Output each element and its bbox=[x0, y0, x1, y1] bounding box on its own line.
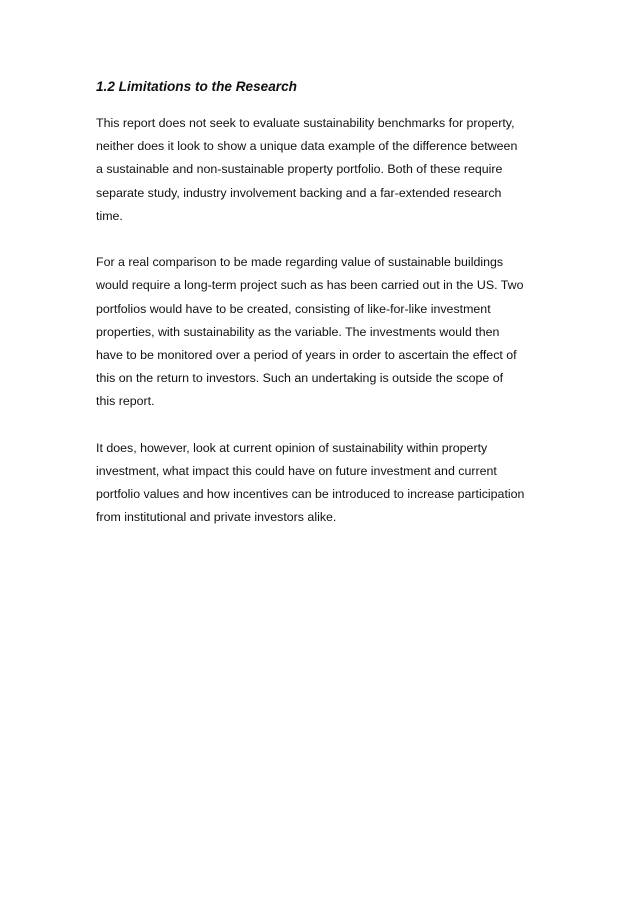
paragraph-line: portfolio values and how incentives can be introduced to increase participation bbox=[96, 487, 525, 502]
paragraph-opinion bbox=[96, 437, 548, 530]
paragraph-line: portfolios would have to be created, consisting of like-for-like investment bbox=[96, 301, 491, 316]
paragraph-comparison bbox=[96, 251, 548, 413]
paragraph-line: have to be monitored over a period of years in order to ascertain the effect of bbox=[96, 348, 517, 363]
paragraph-line: time. bbox=[96, 208, 123, 223]
section-heading: 1.2 Limitations to the Research bbox=[96, 79, 297, 94]
paragraph-line: neither does it look to show a unique data example of the difference between bbox=[96, 139, 518, 154]
paragraph-line: a sustainable and non-sustainable property portfolio. Both of these require bbox=[96, 162, 503, 177]
paragraph-line: from institutional and private investors alike. bbox=[96, 510, 337, 525]
paragraph-line: separate study, industry involvement backing and a far-extended research bbox=[96, 185, 502, 200]
paragraph-line: It does, however, look at current opinion of sustainability within property bbox=[96, 440, 488, 455]
paragraph-line: investment, what impact this could have on future investment and current bbox=[96, 464, 497, 479]
paragraph-line: this on the return to investors. Such an undertaking is outside the scope of bbox=[96, 371, 504, 386]
paragraph-line: For a real comparison to be made regarding value of sustainable buildings bbox=[96, 255, 504, 270]
paragraph-line: this report. bbox=[96, 394, 155, 409]
page-content bbox=[96, 78, 548, 553]
paragraph-line: This report does not seek to evaluate sustainability benchmarks for property, bbox=[96, 116, 515, 130]
paragraph-line: properties, with sustainability as the variable. The investments would then bbox=[96, 324, 500, 339]
paragraph-scope bbox=[96, 112, 548, 228]
paragraph-line: would require a long-term project such as has been carried out in the US. Two bbox=[96, 278, 524, 293]
